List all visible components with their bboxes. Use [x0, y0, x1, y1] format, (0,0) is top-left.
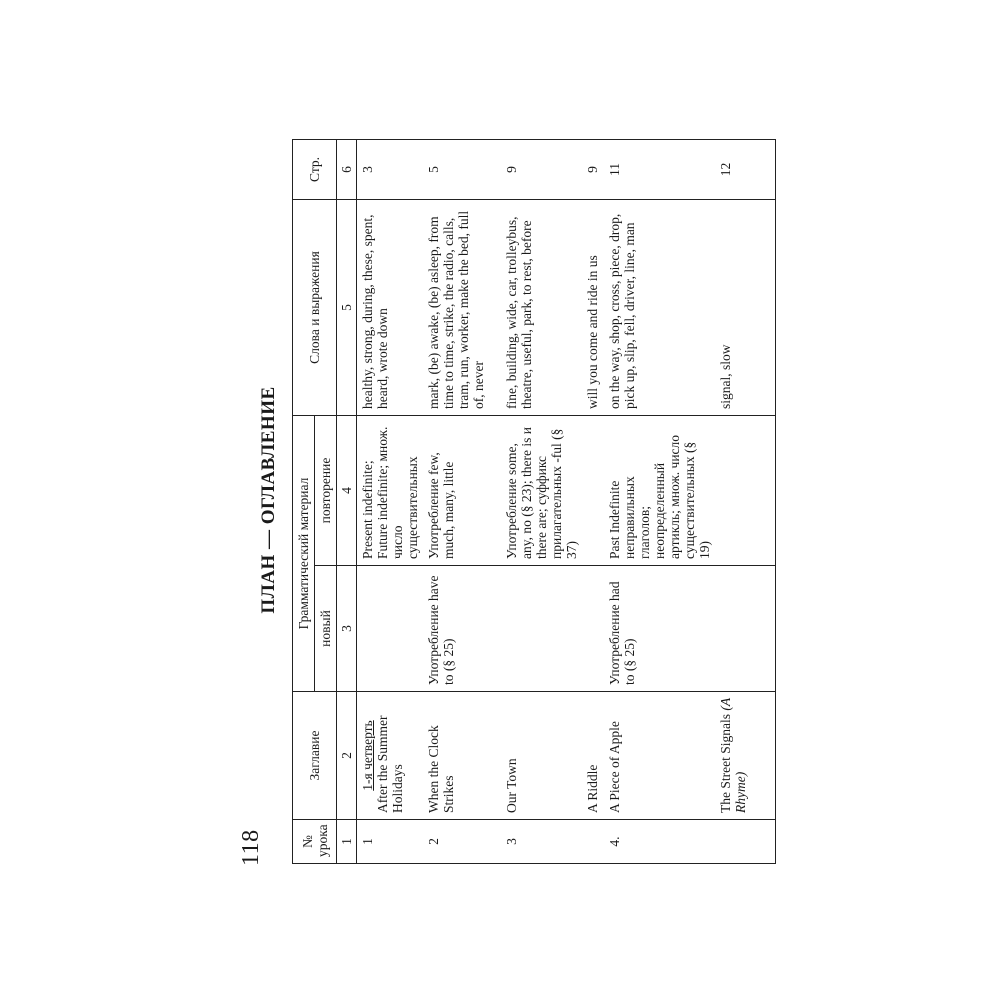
header-title: Заглавие: [293, 692, 337, 820]
table-row: [357, 139, 424, 863]
lesson-number: 2: [423, 820, 501, 864]
words: signal, slow: [715, 199, 775, 415]
grammar-new: [582, 566, 604, 692]
grammar-review: Past Indefinite неправильных глаголов; неопределенный артикль; множ. число существительных (§ 19): [604, 415, 715, 565]
column-number: 4: [337, 415, 357, 565]
grammar-new: [357, 566, 424, 692]
lesson-title-cell: [357, 692, 424, 820]
lesson-number: 4.: [604, 820, 715, 864]
rotated-page: [240, 120, 760, 880]
table-row: [604, 139, 715, 863]
words: on the way, shop, cross, piece, drop, pick up, slip, fell, driver, line, man: [604, 199, 715, 415]
table-row: [715, 139, 775, 863]
table-row: [423, 139, 501, 863]
quarter-label: 1-я четверть: [360, 720, 375, 791]
lesson-title: A Piece of Apple: [604, 692, 715, 820]
lesson-number: [582, 820, 604, 864]
lesson-title: The Street Signals: [718, 714, 733, 813]
grammar-new: Употребление have to (§ 25): [423, 566, 501, 692]
table-row: [582, 139, 604, 863]
grammar-review: Употребление some, any, no (§ 23); there is и there are; суффикс прилагательных -ful (§ 37): [501, 415, 582, 565]
words: will you come and ride in us: [582, 199, 604, 415]
column-number: 1: [337, 820, 357, 864]
lesson-title: Our Town: [501, 692, 582, 820]
header-grammar-review: повторение: [315, 415, 337, 565]
page-title: ПЛАН — ОГЛАВЛЕНИЕ: [258, 386, 279, 614]
lesson-number: [715, 820, 775, 864]
table-row: [501, 139, 582, 863]
column-number-row: [337, 139, 357, 863]
grammar-review: [715, 415, 775, 565]
page-ref: 5: [423, 139, 501, 199]
grammar-review: Употребление few, much, many, little: [423, 415, 501, 565]
grammar-new: Употребление had to (§ 25): [604, 566, 715, 692]
column-number: 3: [337, 566, 357, 692]
grammar-new: [715, 566, 775, 692]
column-number: 6: [337, 139, 357, 199]
grammar-new: [501, 566, 582, 692]
header-grammar: Грамматический материал: [293, 415, 315, 691]
header-lesson-no: № урока: [293, 820, 337, 864]
lesson-title-cell: [715, 692, 775, 820]
header-row: [293, 139, 315, 863]
page-ref: 11: [604, 139, 715, 199]
words: healthy, strong, during, these, spent, heard, wrote down: [357, 199, 424, 415]
lesson-title: After the Summer Holidays: [375, 715, 405, 813]
grammar-review: Present indefinite; Future indefinite; множ. число существительных: [357, 415, 424, 565]
lesson-title: A Riddle: [582, 692, 604, 820]
header-words: Слова и выражения: [293, 199, 337, 415]
words: fine, building, wide, car, trolleybus, theatre, useful, park, to rest, before: [501, 199, 582, 415]
header-page: Стр.: [293, 139, 337, 199]
grammar-review: [582, 415, 604, 565]
column-number: 2: [337, 692, 357, 820]
page-ref: 9: [501, 139, 582, 199]
lesson-title: When the Clock Strikes: [423, 692, 501, 820]
words: mark, (be) awake, (be) asleep, from time to time, strike, the radio, calls, tram, run, worker, make the bed, full of, never: [423, 199, 501, 415]
toc-table: [292, 139, 776, 864]
page-number: 118: [238, 829, 264, 866]
lesson-number: 1: [357, 820, 424, 864]
lesson-title-note: (A Rhyme): [718, 698, 748, 813]
page-ref: 9: [582, 139, 604, 199]
page-ref: 12: [715, 139, 775, 199]
header-grammar-new: новый: [315, 566, 337, 692]
column-number: 5: [337, 199, 357, 415]
page-ref: 3: [357, 139, 424, 199]
lesson-number: 3: [501, 820, 582, 864]
